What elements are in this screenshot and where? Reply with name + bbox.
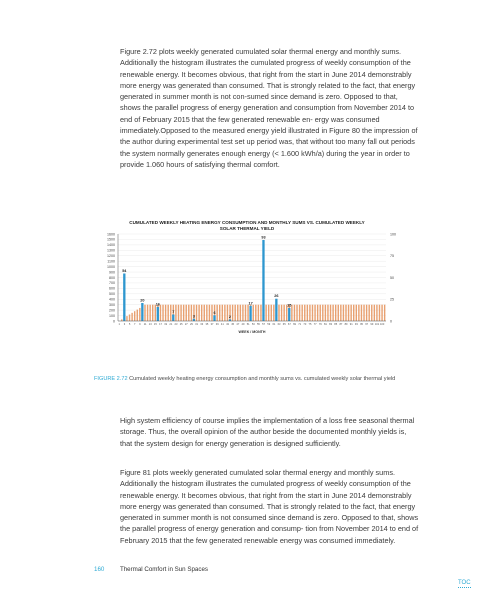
x-tick-label: 39 — [215, 323, 219, 326]
y-tick-label: 1600 — [107, 232, 115, 237]
cumulated-bar — [160, 305, 161, 321]
x-axis-label: WEEK / MONTH — [238, 330, 266, 334]
x-tick-label: 91 — [349, 323, 353, 326]
paragraph-figure-81-description: Figure 81 plots weekly generated cumulated solar thermal energy and monthly sums. Additionally the histogram illustrates the cumulated progress of weekly consumption of the renewable energy. It becomes obvious, that right from the start in June 2014 demonstrably more energy was generated than consumed. That is strongly related to the fact, that energy generated in summer month is not consumed since demand is zero. Opposed to that, shows the parallel progress of energy generation and consump- tion from November 2014 to end of February 2015 that the few generated renewable energy was consumed immediately. — [120, 468, 419, 545]
cumulated-bar — [291, 305, 292, 321]
cumulated-bar — [338, 305, 339, 321]
cumulated-bar — [149, 305, 150, 321]
cumulated-bar — [271, 305, 272, 321]
y-tick-label: 800 — [109, 275, 115, 280]
monthly-sum-bar — [141, 303, 143, 321]
paragraph-figure-2-72-description: Figure 2.72 plots weekly generated cumulated solar thermal energy and monthly sums. Additionally the histogram illustrates the cumulated progress of weekly consumption of the renewable energy. It becomes obvious, that right from the start in June 2014 demonstrably more energy was generated than consumed. That is strongly related to the fact, that energy generated in summer month is not con-sumed since demand is zero. Opposed to that, shows the parallel progress of energy generation and consumption from November 2014 to end of February 2015 that the few generated renewable en- ergy was consumed immediately.Opposed to the measured energy yield illustrated in Figure 80 the impression of the author during experimental test set up period was, that without too many fall out periods the system normally generates enough energy (< 1.600 kWh/a) during the year in order to provide 1.060 hours of satisfying thermal comfort. — [120, 47, 418, 169]
y-tick-label: 1200 — [107, 254, 115, 259]
y-tick-label: 700 — [109, 281, 115, 286]
y-tick-label: 0 — [113, 319, 115, 324]
monthly-sum-label: 17 — [248, 301, 253, 306]
cumulated-bar — [216, 305, 217, 321]
cumulated-bar — [260, 305, 261, 321]
y2-tick-label: 50 — [390, 275, 394, 280]
cumulated-bar — [320, 305, 321, 321]
cumulated-bar — [178, 305, 179, 321]
cumulated-bar — [366, 305, 367, 321]
cumulated-bar — [167, 305, 168, 321]
monthly-sum-label: 6 — [213, 310, 216, 315]
y-tick-label: 500 — [109, 292, 115, 297]
x-tick-label: 9 — [139, 323, 141, 326]
x-tick-label: 59 — [267, 323, 271, 326]
cumulated-bar — [345, 305, 346, 321]
cumulated-bar — [155, 305, 156, 321]
x-tick-label: 41 — [220, 323, 224, 326]
cumulated-bar — [348, 305, 349, 321]
monthly-sum-bar — [288, 308, 290, 321]
cumulated-bar — [363, 305, 364, 321]
cumulated-bar — [374, 305, 375, 321]
monthly-sum-bar — [172, 314, 174, 321]
cumulated-bar — [131, 313, 132, 321]
cumulated-bar — [152, 305, 153, 321]
y-tick-label: 1500 — [107, 237, 115, 242]
y2-tick-label: 100 — [390, 232, 396, 237]
cumulated-bar — [206, 305, 207, 321]
cumulated-bar — [186, 305, 187, 321]
y2-tick-label: 25 — [390, 297, 394, 302]
cumulated-bar — [278, 305, 279, 321]
cumulated-bar — [129, 314, 130, 321]
monthly-sum-label: 26 — [274, 294, 279, 299]
x-tick-label: 85 — [334, 323, 338, 326]
cumulated-bar — [268, 305, 269, 321]
cumulated-bar — [234, 305, 235, 321]
x-tick-label: 47 — [236, 323, 240, 326]
x-tick-label: 27 — [184, 323, 188, 326]
cumulated-bar — [144, 305, 145, 321]
x-tick-label: 49 — [241, 323, 245, 326]
x-tick-label: 99 — [370, 323, 374, 326]
x-tick-label: 71 — [298, 323, 302, 326]
cumulated-bar — [371, 305, 372, 321]
cumulated-bar — [379, 305, 380, 321]
cumulated-bar — [353, 305, 354, 321]
y-tick-label: 600 — [109, 286, 115, 291]
cumulated-bar — [183, 305, 184, 321]
cumulated-bar — [209, 305, 210, 321]
x-tick-label: 101 — [374, 323, 380, 326]
cumulated-bar — [317, 305, 318, 321]
monthly-sum-label: 15 — [287, 303, 292, 308]
cumulated-bar — [126, 316, 127, 321]
cumulated-bar — [237, 305, 238, 321]
cumulated-bar — [350, 305, 351, 321]
caption-label: FIGURE 2.72 — [94, 376, 128, 382]
cumulated-bar — [301, 305, 302, 321]
cumulated-bar — [188, 305, 189, 321]
x-tick-label: 21 — [169, 323, 173, 326]
x-tick-label: 45 — [231, 323, 235, 326]
cumulated-bar — [193, 305, 194, 321]
chart-title: CUMULATED WEEKLY HEATING ENERGY CONSUMPTION AND MONTHLY SUMS VS. CUMULATED WEEKLY — [129, 220, 365, 225]
x-tick-label: 77 — [313, 323, 317, 326]
footer-title: Thermal Comfort in Sun Spaces — [119, 566, 208, 573]
cumulated-bar — [253, 305, 254, 321]
cumulated-bar — [134, 311, 135, 321]
cumulated-bar — [255, 305, 256, 321]
x-tick-label: 17 — [159, 323, 162, 326]
cumulated-bar — [219, 305, 220, 321]
x-tick-label: 87 — [339, 323, 343, 326]
monthly-sum-label: 2 — [228, 314, 232, 319]
cumulated-bar — [281, 305, 282, 321]
x-tick-label: 97 — [365, 323, 369, 326]
y2-tick-label: 75 — [390, 254, 394, 259]
x-tick-label: 11 — [143, 323, 147, 326]
figure-caption — [94, 376, 395, 382]
x-tick-label: 37 — [210, 323, 214, 326]
x-tick-label: 75 — [308, 323, 312, 326]
monthly-sum-bar — [275, 299, 277, 321]
cumulated-bar — [384, 305, 385, 321]
x-tick-label: 1 — [118, 323, 121, 326]
x-tick-label: 93 — [354, 323, 358, 326]
x-tick-label: 81 — [323, 323, 327, 326]
y-tick-label: 1100 — [107, 259, 115, 264]
toc-link[interactable]: TOC — [458, 580, 471, 586]
y-tick-label: 900 — [109, 270, 115, 275]
x-tick-label: 13 — [148, 323, 152, 326]
x-tick-label: 79 — [318, 323, 322, 326]
cumulated-bar — [296, 305, 297, 321]
y-tick-label: 1000 — [107, 264, 115, 269]
x-tick-label: 67 — [287, 323, 291, 326]
page-footer — [94, 566, 208, 573]
cumulated-bar — [309, 305, 310, 321]
paragraph-system-efficiency: High system efficiency of course implies the implementation of a loss free seasonal thermal storage. Thus, the overall opinion of the author beside the documented monthly yields is, that the system design for energy generation is designed sufficiently. — [120, 416, 415, 448]
cumulated-bar — [358, 305, 359, 321]
cumulated-bar — [381, 305, 382, 321]
y-tick-label: 1400 — [107, 243, 115, 248]
x-tick-label: 3 — [123, 323, 126, 326]
x-tick-label: 73 — [303, 323, 307, 326]
x-tick-label: 43 — [226, 323, 229, 326]
cumulated-bar — [240, 305, 241, 321]
cumulated-bar — [361, 305, 362, 321]
cumulated-bar — [283, 305, 284, 321]
cumulated-bar — [232, 305, 233, 321]
cumulated-bar — [196, 305, 197, 321]
x-tick-label: 25 — [179, 323, 183, 326]
cumulated-bar — [325, 305, 326, 321]
monthly-sum-label: 16 — [155, 302, 160, 307]
cumulated-bar — [198, 305, 199, 321]
cumulated-bar — [137, 310, 138, 321]
cumulated-bar — [245, 305, 246, 321]
monthly-sum-bar — [193, 319, 195, 321]
cumulated-bar — [265, 305, 266, 321]
cumulated-bar — [335, 305, 336, 321]
caption-text: Cumulated weekly heating energy consumption and monthly sums vs. cumulated weekly solar thermal yield — [129, 376, 396, 382]
monthly-sum-label: 20 — [140, 298, 145, 303]
cumulated-bar — [162, 305, 163, 321]
monthly-sum-bar — [157, 307, 159, 321]
x-tick-label: 55 — [256, 323, 260, 326]
x-tick-label: 61 — [272, 323, 276, 326]
cumulated-bar — [222, 305, 223, 321]
cumulated-bar — [356, 305, 357, 321]
cumulated-bar — [139, 308, 140, 321]
x-tick-label: 69 — [293, 323, 296, 326]
x-tick-label: 35 — [205, 323, 209, 326]
monthly-sum-label: 3 — [192, 314, 195, 319]
x-tick-label: 29 — [189, 323, 193, 326]
energy-chart — [94, 217, 400, 371]
cumulated-bar — [299, 305, 300, 321]
monthly-sum-label: 93 — [261, 235, 266, 240]
cumulated-bar — [247, 305, 248, 321]
x-tick-label: 19 — [164, 323, 168, 326]
cumulated-bar — [340, 305, 341, 321]
monthly-sum-bar — [213, 315, 215, 321]
cumulated-bar — [343, 305, 344, 321]
x-tick-label: 7 — [134, 323, 136, 326]
cumulated-bar — [201, 305, 202, 321]
cumulated-bar — [147, 305, 148, 321]
x-tick-label: 23 — [174, 323, 178, 326]
cumulated-bar — [175, 305, 176, 321]
cumulated-bar — [258, 305, 259, 321]
cumulated-bar — [332, 305, 333, 321]
x-tick-label: 15 — [153, 323, 157, 326]
monthly-sum-label: 54 — [122, 268, 127, 273]
cumulated-bar — [330, 305, 331, 321]
x-tick-label: 83 — [329, 323, 333, 326]
page-number: 160 — [94, 566, 105, 573]
cumulated-bar — [322, 305, 323, 321]
cumulated-bar — [204, 305, 205, 321]
x-tick-label: 51 — [246, 323, 250, 326]
y-tick-label: 200 — [109, 308, 115, 313]
x-tick-label: 53 — [251, 323, 255, 326]
cumulated-bar — [294, 305, 295, 321]
chart-title-line2: SOLAR THERMAL YIELD — [219, 226, 275, 231]
cumulated-bar — [312, 305, 313, 321]
cumulated-bar — [180, 305, 181, 321]
cumulated-bar — [368, 305, 369, 321]
cumulated-bar — [307, 305, 308, 321]
x-tick-label: 103 — [379, 323, 385, 326]
cumulated-bar — [165, 305, 166, 321]
monthly-sum-bar — [262, 240, 264, 321]
y2-tick-label: 0 — [390, 319, 392, 324]
cumulated-bar — [327, 305, 328, 321]
cumulated-bar — [242, 305, 243, 321]
monthly-sum-bar — [249, 306, 251, 321]
y-tick-label: 1300 — [107, 248, 115, 253]
monthly-sum-label: 7 — [172, 309, 175, 314]
x-tick-label: 65 — [282, 323, 286, 326]
cumulated-bar — [224, 305, 225, 321]
x-tick-label: 33 — [200, 323, 204, 326]
y-tick-label: 100 — [109, 313, 115, 318]
cumulated-bar — [191, 305, 192, 321]
cumulated-bar — [304, 305, 305, 321]
y-tick-label: 300 — [109, 302, 115, 307]
x-tick-label: 57 — [262, 323, 266, 326]
monthly-sum-bar — [123, 273, 125, 321]
cumulated-bar — [314, 305, 315, 321]
x-tick-label: 5 — [128, 323, 131, 326]
x-tick-label: 95 — [360, 323, 363, 326]
x-tick-label: 31 — [195, 323, 199, 326]
y-tick-label: 400 — [109, 297, 115, 302]
x-tick-label: 89 — [344, 323, 348, 326]
cumulated-bar — [376, 305, 377, 321]
cumulated-bar — [273, 305, 274, 321]
x-tick-label: 63 — [277, 323, 281, 326]
